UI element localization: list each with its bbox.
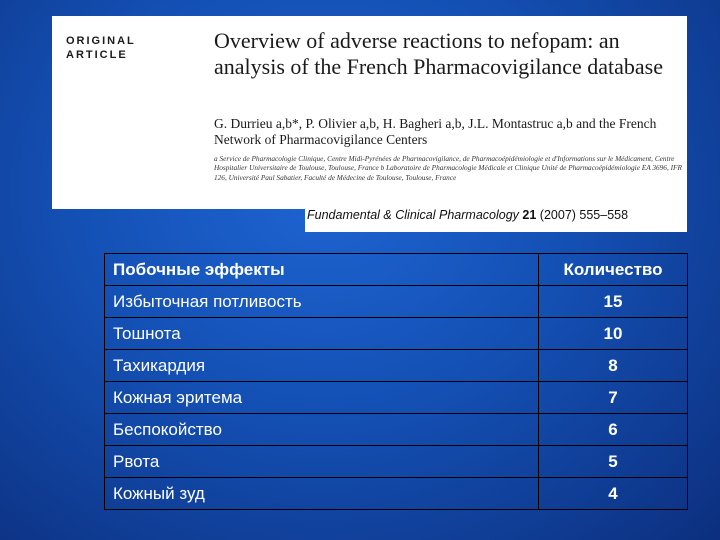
table-row bbox=[105, 286, 688, 318]
count-cell: 7 bbox=[539, 382, 688, 414]
effect-cell: Рвота bbox=[105, 446, 539, 478]
effect-cell: Беспокойство bbox=[105, 414, 539, 446]
count-cell: 5 bbox=[539, 446, 688, 478]
count-cell: 4 bbox=[539, 478, 688, 510]
count-cell: 8 bbox=[539, 350, 688, 382]
table-header-row bbox=[105, 254, 688, 286]
table-row bbox=[105, 478, 688, 510]
effect-cell: Тахикардия bbox=[105, 350, 539, 382]
count-cell: 6 bbox=[539, 414, 688, 446]
table-row bbox=[105, 382, 688, 414]
header-effects: Побочные эффекты bbox=[105, 254, 539, 286]
journal-volume: 21 bbox=[522, 208, 537, 222]
effect-cell: Тошнота bbox=[105, 318, 539, 350]
journal-name: Fundamental & Clinical Pharmacology bbox=[307, 208, 519, 222]
table-row bbox=[105, 414, 688, 446]
article-header-image bbox=[52, 16, 687, 209]
effect-cell: Кожный зуд bbox=[105, 478, 539, 510]
article-type-label bbox=[66, 34, 136, 62]
article-type-line1: ORIGINAL bbox=[66, 35, 136, 47]
adverse-effects-table bbox=[104, 253, 688, 510]
table-row bbox=[105, 350, 688, 382]
table-row bbox=[105, 446, 688, 478]
count-cell: 15 bbox=[539, 286, 688, 318]
effect-cell: Кожная эритема bbox=[105, 382, 539, 414]
journal-year-pages: (2007) 555–558 bbox=[539, 208, 629, 222]
article-affiliations: a Service de Pharmacologie Clinique, Centre Midi-Pyrénées de Pharmacovigilance, de Pharmacoépidémiologie et d'Informations sur le Médicament, Centre Hospitalier Universitaire de Toulouse, Toulouse, France b Laboratoire de Pharmacologie Médicale et Clinique Unité de Pharmacoépidémiologie EA 3696, IFR 126, Université Paul Sabatier, Faculté de Médecine de Toulouse, Toulouse, France bbox=[214, 154, 682, 182]
effect-cell: Избыточная потливость bbox=[105, 286, 539, 318]
table-row bbox=[105, 318, 688, 350]
header-count: Количество bbox=[539, 254, 688, 286]
count-cell: 10 bbox=[539, 318, 688, 350]
article-title: Overview of adverse reactions to nefopam: an analysis of the French Pharmacovigilance database bbox=[214, 28, 664, 79]
article-authors: G. Durrieu a,b*, P. Olivier a,b, H. Bagheri a,b, J.L. Montastruc a,b and the French Network of Pharmacovigilance Centers bbox=[214, 116, 657, 147]
article-type-line2: ARTICLE bbox=[66, 49, 128, 61]
article-citation bbox=[305, 205, 687, 232]
